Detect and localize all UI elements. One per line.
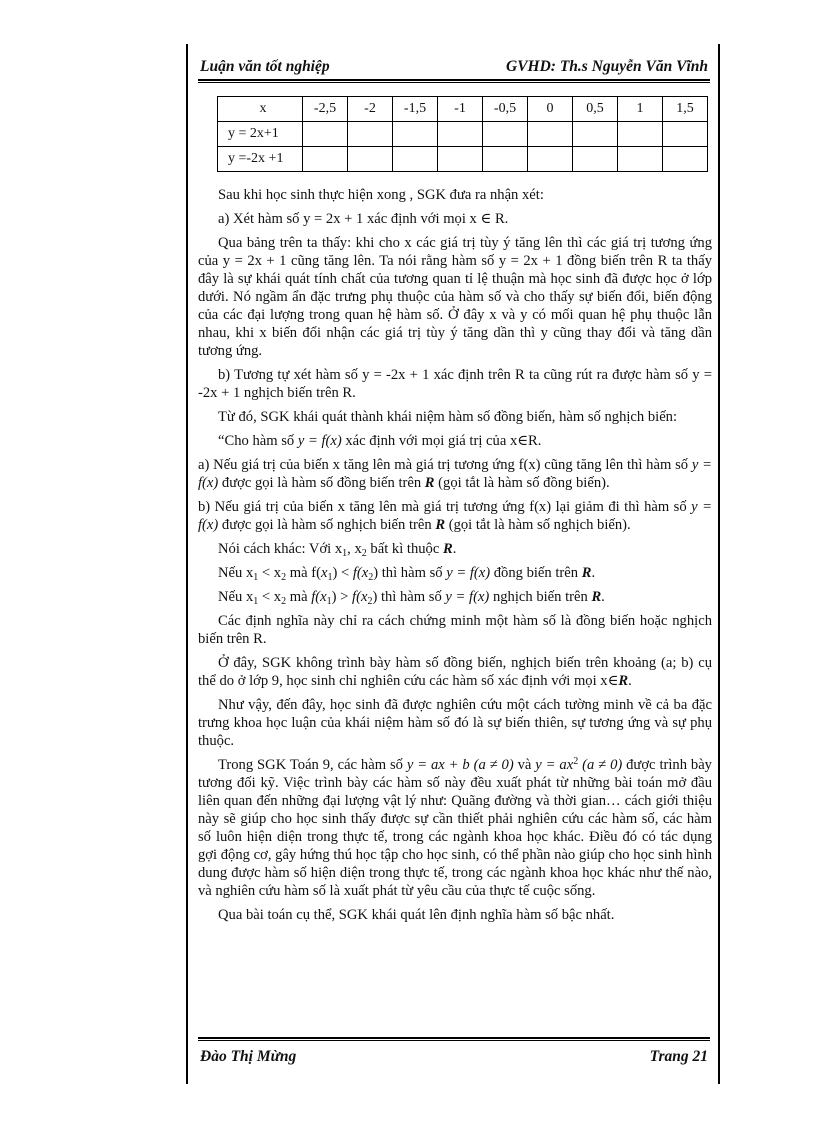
footer-rule-thin [198,1040,710,1041]
paragraph: Ở đây, SGK không trình bày hàm số đồng biến, nghịch biến trên khoảng (a; b) cụ thể do ở lớp 9, học sinh chỉ nghiên cứu các hàm số xác định với mọi x∈R. [198,655,712,689]
table-cell [303,122,348,147]
table-cell [528,147,573,172]
header-advisor: GVHD: Th.s Nguyễn Văn Vĩnh [506,58,708,75]
page-border-left [186,44,188,1084]
table-cell [573,122,618,147]
condition-increasing: Nếu $x_1 < x_2$ mà $f(x_1) < f(x_2)$ thì hàm số y = f(x) đồng biến trên R. [218,565,596,583]
paragraph: Sau khi học sinh thực hiện xong , SGK đưa ra nhận xét: [218,187,544,203]
table-cell [438,147,483,172]
table-cell [618,122,663,147]
paragraph: Qua bài toán cụ thể, SGK khái quát lên định nghĩa hàm số bậc nhất. [218,907,615,923]
table-header-cell: -1,5 [393,97,438,122]
table-cell [483,122,528,147]
table-cell [348,147,393,172]
footer-page-number: Trang 21 [649,1048,708,1065]
definition-increasing: a) Nếu giá trị của biến x tăng lên mà giá trị tương ứng f(x) cũng tăng lên thì hàm số y = f(x) được gọi là hàm số đồng biến trên R (gọi tắt là hàm số đồng biến). [198,457,712,491]
table-row-label: y = 2x+1 [218,122,303,147]
table-cell [438,122,483,147]
paragraph: Như vậy, đến đây, học sinh đã được nghiên cứu một cách tường minh về cả ba đặc trưng khoa học luận của khái niệm hàm số đó là sự biến thiên, sự tương ứng và sự phụ thuộc. [198,697,712,749]
paragraph: b) Tương tự xét hàm số y = -2x + 1 xác định trên R ta cũng rút ra được hàm số y = -2x + 1 nghịch biến trên R. [198,367,712,401]
table-header-cell: 0,5 [573,97,618,122]
table-header-cell: -0,5 [483,97,528,122]
table-header-row [218,97,708,122]
definition-intro: “Cho hàm số y = f(x) xác định với mọi giá trị của x∈R. [218,433,542,449]
condition-decreasing: Nếu $x_1 < x_2$ mà $f(x_1) > f(x_2)$ thì hàm số y = f(x) nghịch biến trên R. [218,589,605,607]
paragraph: Nói cách khác: Với $x_1$, $x_2$ bất kì thuộc R. [218,541,457,559]
table-row [218,147,708,172]
table-header-cell: -2,5 [303,97,348,122]
table-header-cell: -1 [438,97,483,122]
table-row [218,122,708,147]
table-header-cell: x [218,97,303,122]
table-cell [618,147,663,172]
page-footer [200,1048,708,1072]
footer-author: Đào Thị Mừng [200,1048,297,1065]
table-cell [303,147,348,172]
header-rule-thin [198,82,710,83]
table-header-cell: -2 [348,97,393,122]
body-text [198,186,712,930]
table-header-cell: 1 [618,97,663,122]
header-rule [198,79,710,81]
table-header-cell: 1,5 [663,97,708,122]
paragraph: Từ đó, SGK khái quát thành khái niệm hàm số đồng biến, hàm số nghịch biến: [218,409,678,425]
paragraph: Qua bảng trên ta thấy: khi cho x các giá trị tùy ý tăng lên thì các giá trị tương ứng của y = 2x + 1 cũng tăng lên. Ta nói rằng hàm số y = 2x + 1 đồng biến trên R ta thấy đây là sự khái quát tính chất của tương quan tỉ lệ thuận mà học sinh đã được học ở lớp dưới. Nó ngầm ẩn đặc trưng phụ thuộc của hàm số và cho thấy sự biến đổi, biến động của các đại lượng trong quan hệ hàm số. Ở đây x và y có mối quan hệ phụ thuộc lẫn nhau, khi x biến đổi nhận các giá trị tùy ý tăng dần thì y cũng thay đổi và tăng dần tương ứng. [198,235,712,359]
footer-rule [198,1037,710,1039]
paragraph: Các định nghĩa này chỉ ra cách chứng minh một hàm số là đồng biến hoặc nghịch biến trên R. [198,613,712,647]
table-cell [573,147,618,172]
table-header-cell: 0 [528,97,573,122]
table-cell [393,122,438,147]
table-cell [348,122,393,147]
table-cell [663,147,708,172]
paragraph: a) Xét hàm số y = 2x + 1 xác định với mọi x ∈ R. [218,211,509,227]
value-table [217,96,708,172]
table-cell [663,122,708,147]
header-thesis-title: Luận văn tốt nghiệp [200,58,330,75]
table-cell [528,122,573,147]
definition-decreasing: b) Nếu giá trị của biến x tăng lên mà giá trị tương ứng f(x) lại giảm đi thì hàm số y = f(x) được gọi là hàm số nghịch biến trên R (gọi tắt là hàm số nghịch biến). [198,499,712,533]
table-cell [483,147,528,172]
page-border-right [718,44,720,1084]
table-cell [393,147,438,172]
table-row-label: y =-2x +1 [218,147,303,172]
paragraph: Trong SGK Toán 9, các hàm số y = ax + b (a ≠ 0) và $y = ax^2$ (a ≠ 0) được trình bày tương đối kỹ. Việc trình bày các hàm số này đều xuất phát từ những bài toán mở đầu liên quan đến những đại lượng vật lý như: Quãng đường và thời gian… cách giới thiệu này sẽ giúp cho học sinh thấy được sự cần thiết phải nghiên cứu các hàm số, các hàm số luôn hiện diện trong thực tế, trong các ngành khoa học khác. Điều đó có tác dụng gợi động cơ, gây hứng thú học tập cho học sinh, có thể phần nào giúp cho học sinh hình dung được hàm số hiện diện trong thực tế, trong các ngành khoa học khác như thế nào, và nghiên cứu hàm số là xuất phát từ yêu cầu của thực tế cuộc sống. [198,756,712,899]
